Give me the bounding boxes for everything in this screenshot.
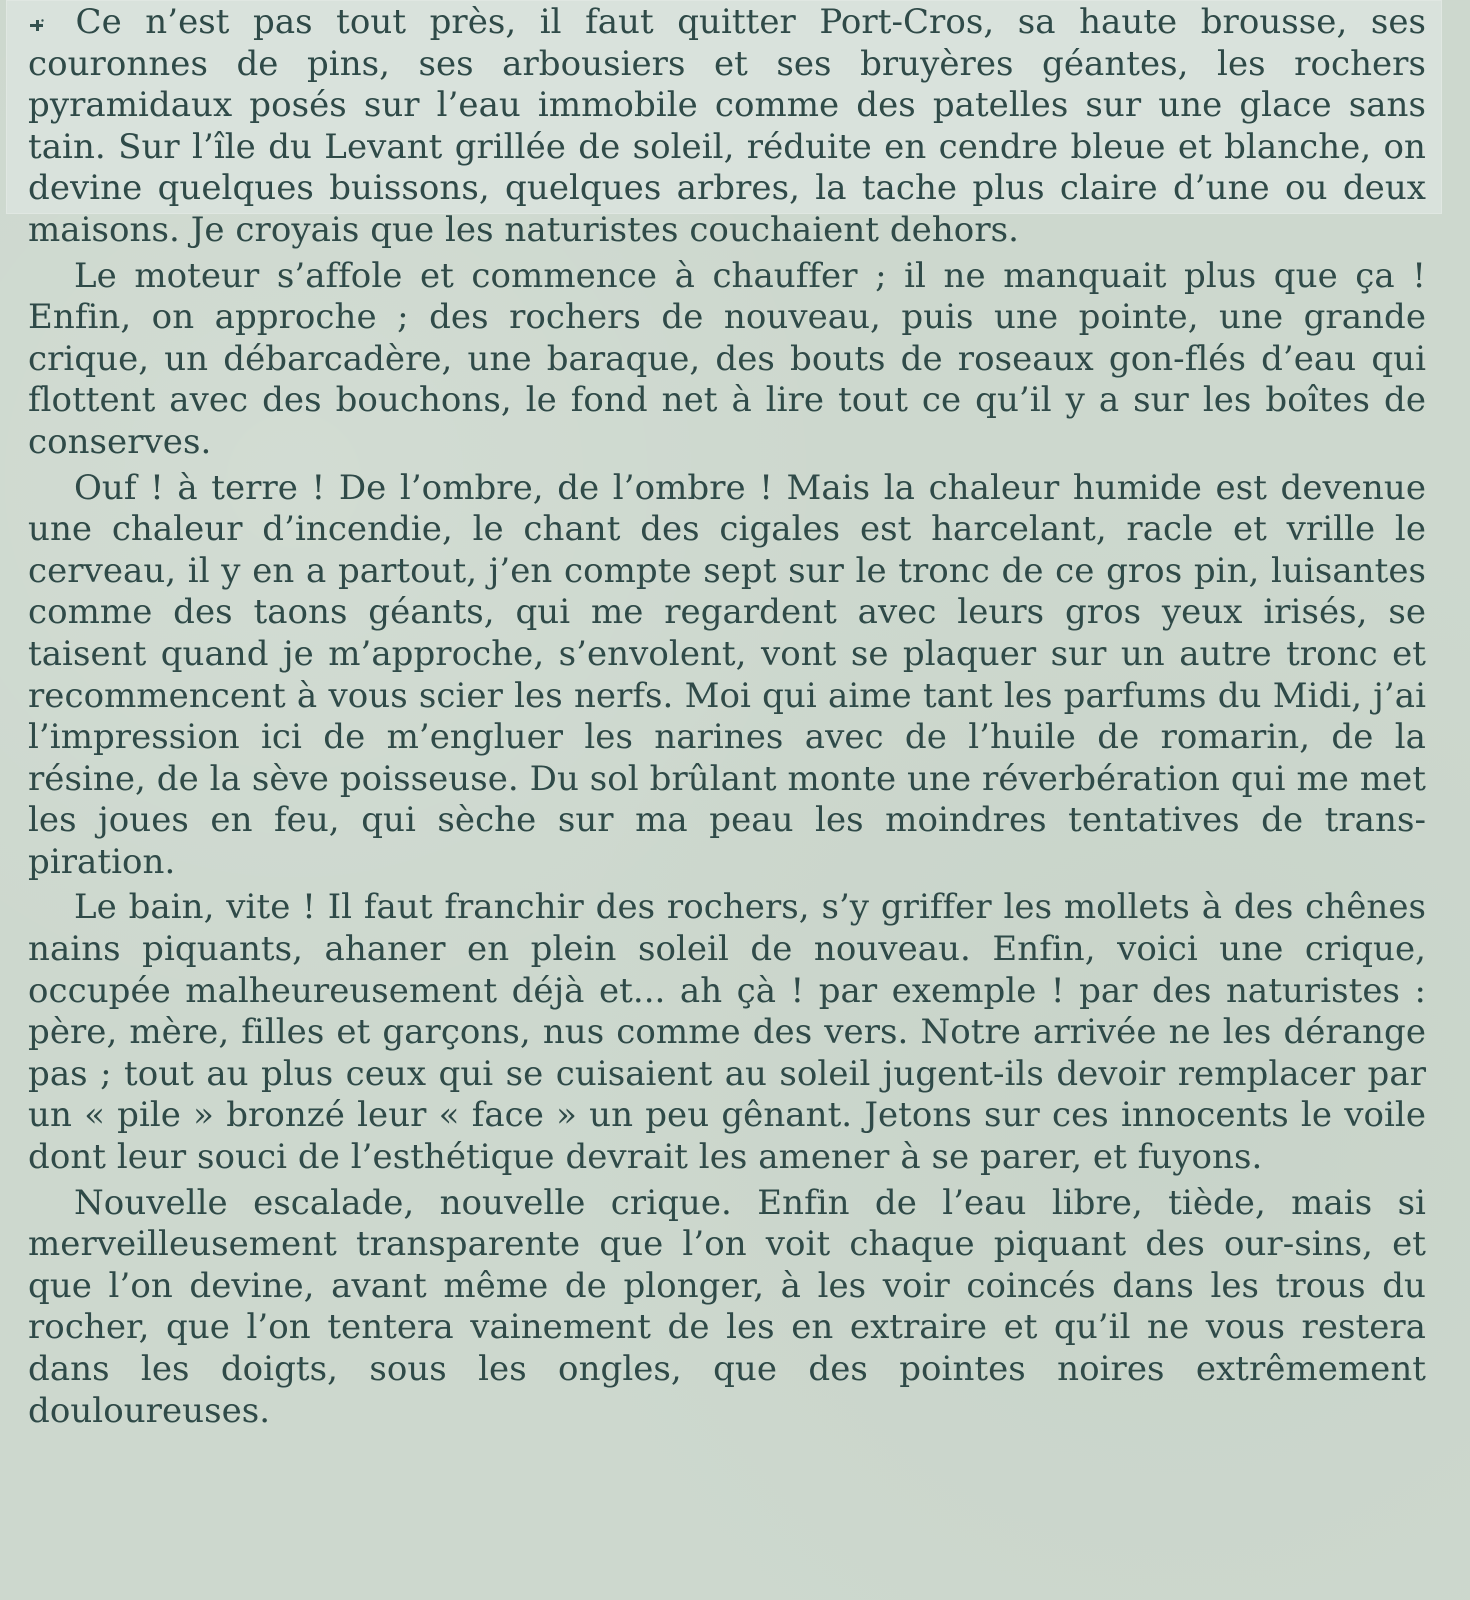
paragraph-4: Le bain, vite ! Il faut franchir des rochers, s’y griffer les mollets à des chênes nains piquants, ahaner en plein soleil de nouveau. Enfin, voici une crique, occupée malheureusement déjà et... ah çà ! par exemple ! par des naturistes : père, mère, filles et garçons, nus comme des vers. Notre arrivée ne les dérange pas ; tout au plus ceux qui se cuisaient au soleil jugent-ils devoir remplacer par un « pile » bronzé leur « face » un peu gênant. Jetons sur ces innocents le voile dont leur souci de l’esthétique devrait les amener à se parer, et fuyons. bbox=[28, 887, 1426, 1178]
paragraph-5: Nouvelle escalade, nouvelle crique. Enfin de l’eau libre, tiède, mais si merveilleusement transparente que l’on voit chaque piquant des our-sins, et que l’on devine, avant même de plonger, à les voir coincés dans les trous du rocher, que l’on tentera vainement de les en extraire et qu’il ne vous restera dans les doigts, sous les ongles, que des pointes noires extrêmement douloureuses. bbox=[28, 1182, 1426, 1431]
paragraph-2: Le moteur s’affole et commence à chauffer ; il ne manquait plus que ça ! Enfin, on approche ; des rochers de nouveau, puis une pointe, une grande crique, un débarcadère, une baraque, des bouts de roseaux gon-flés d’eau qui flottent avec des bouchons, le fond net à lire tout ce qu’il y a sur les boîtes de conserves. bbox=[28, 255, 1426, 462]
marker-wrap bbox=[28, 2, 76, 42]
paragraph-3: Ouf ! à terre ! De l’ombre, de l’ombre ! Mais la chaleur humide est devenue une chaleur d’incendie, le chant des cigales est harcelant, racle et vrille le cerveau, il y en a partout, j’en compte sept sur le tronc de ce gros pin, luisantes comme des taons géants, qui me regardent avec leurs gros yeux irisés, se taisent quand je m’approche, s’envolent, vont se plaquer sur un autre tronc et recommencent à vous scier les nerfs. Moi qui aime tant les parfums du Midi, j’ai l’impression ici de m’engluer les narines avec de l’huile de romarin, de la résine, de la sève poisseuse. Du sol brûlant monte une réverbération qui me met les joues en feu, qui sèche sur ma peau les moindres tentatives de trans-piration. bbox=[28, 467, 1426, 882]
paragraph-1 bbox=[28, 2, 1426, 252]
pointing-hand-icon bbox=[28, 16, 46, 34]
document-body bbox=[28, 2, 1426, 1432]
paragraph-1-text: Ce n’est pas tout près, il faut quitter Port-Cros, sa haute brousse, ses couronnes de pins, ses arbousiers et ses bruyères géantes, les rochers pyramidaux posés sur l’eau immobile comme des patelles sur une glace sans tain. Sur l’île du Levant grillée de soleil, réduite en cendre bleue et blanche, on devine quelques buissons, quelques arbres, la tache plus claire d’une ou deux maisons. Je croyais que les naturistes couchaient dehors. bbox=[28, 2, 1427, 250]
